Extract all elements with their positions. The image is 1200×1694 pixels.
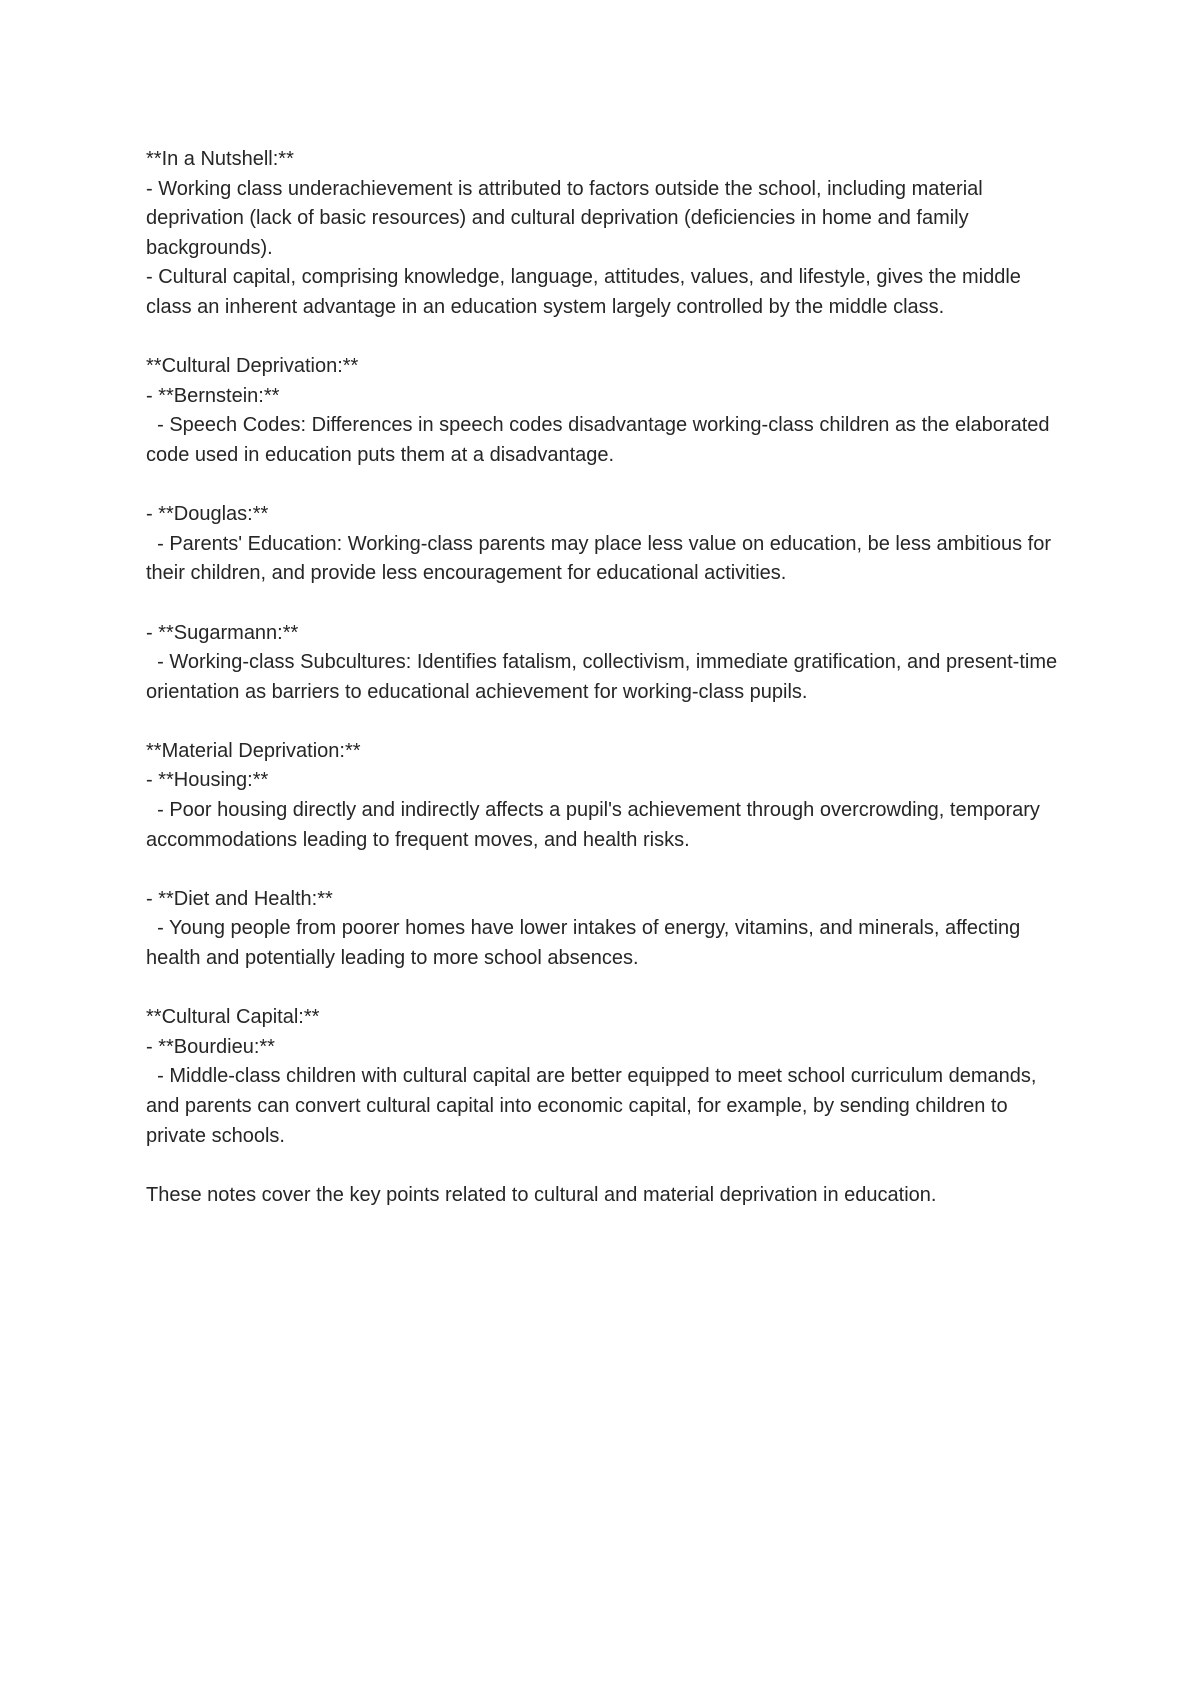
paragraph-spacer (146, 589, 1066, 619)
douglas-text: - Parents' Education: Working-class parents may place less value on education, be less ambitious for their children, and provide less encouragement for educational activities. (146, 532, 1057, 585)
paragraph-spacer (146, 707, 1066, 737)
subheading-housing: - **Housing:** (146, 769, 269, 792)
paragraph-spacer (146, 1151, 1066, 1181)
subheading-bernstein: - **Bernstein:** (146, 384, 280, 407)
subheading-sugarmann: - **Sugarmann:** (146, 621, 299, 644)
paragraph-spacer (146, 471, 1066, 501)
subheading-bourdieu: - **Bourdieu:** (146, 1035, 275, 1058)
nutshell-point-2: - Cultural capital, comprising knowledge, language, attitudes, values, and lifestyle, gives the middle class an inherent advantage in an education system largely controlled by the middle class. (146, 266, 1027, 318)
section-heading-cultural-deprivation: **Cultural Deprivation:** (146, 355, 359, 378)
sugarmann-text: - Working-class Subcultures: Identifies fatalism, collectivism, immediate gratification, and present-time orientation as barriers to educational achievement for working-class pupils. (146, 651, 1063, 703)
bernstein-text: - Speech Codes: Differences in speech codes disadvantage working-class children as the elaborated code used in education puts them at a disadvantage. (146, 414, 1056, 466)
paragraph-spacer (146, 855, 1066, 885)
paragraph-spacer (146, 323, 1066, 353)
document-body (146, 145, 1066, 1210)
paragraph-spacer (146, 974, 1066, 1004)
bourdieu-text: - Middle-class children with cultural capital are better equipped to meet school curriculum demands, and parents can convert cultural capital into economic capital, for example, by sending children to private schools. (146, 1065, 1042, 1147)
subheading-diet-and-health: - **Diet and Health:** (146, 887, 333, 910)
subheading-douglas: - **Douglas:** (146, 503, 269, 526)
nutshell-point-1: - Working class underachievement is attributed to factors outside the school, including material deprivation (lack of basic resources) and cultural deprivation (deficiencies in home and family backgrounds). (146, 177, 989, 259)
housing-text: - Poor housing directly and indirectly affects a pupil's achievement through overcrowding, temporary accommodations leading to frequent moves, and health risks. (146, 799, 1046, 851)
conclusion-text: These notes cover the key points related to cultural and material deprivation in education. (146, 1183, 937, 1206)
section-heading-nutshell: **In a Nutshell:** (146, 148, 294, 170)
diet-and-health-text: - Young people from poorer homes have lower intakes of energy, vitamins, and minerals, affecting health and potentially leading to more school absences. (146, 917, 1026, 970)
section-heading-material-deprivation: **Material Deprivation:** (146, 739, 361, 762)
section-heading-cultural-capital: **Cultural Capital:** (146, 1006, 320, 1029)
